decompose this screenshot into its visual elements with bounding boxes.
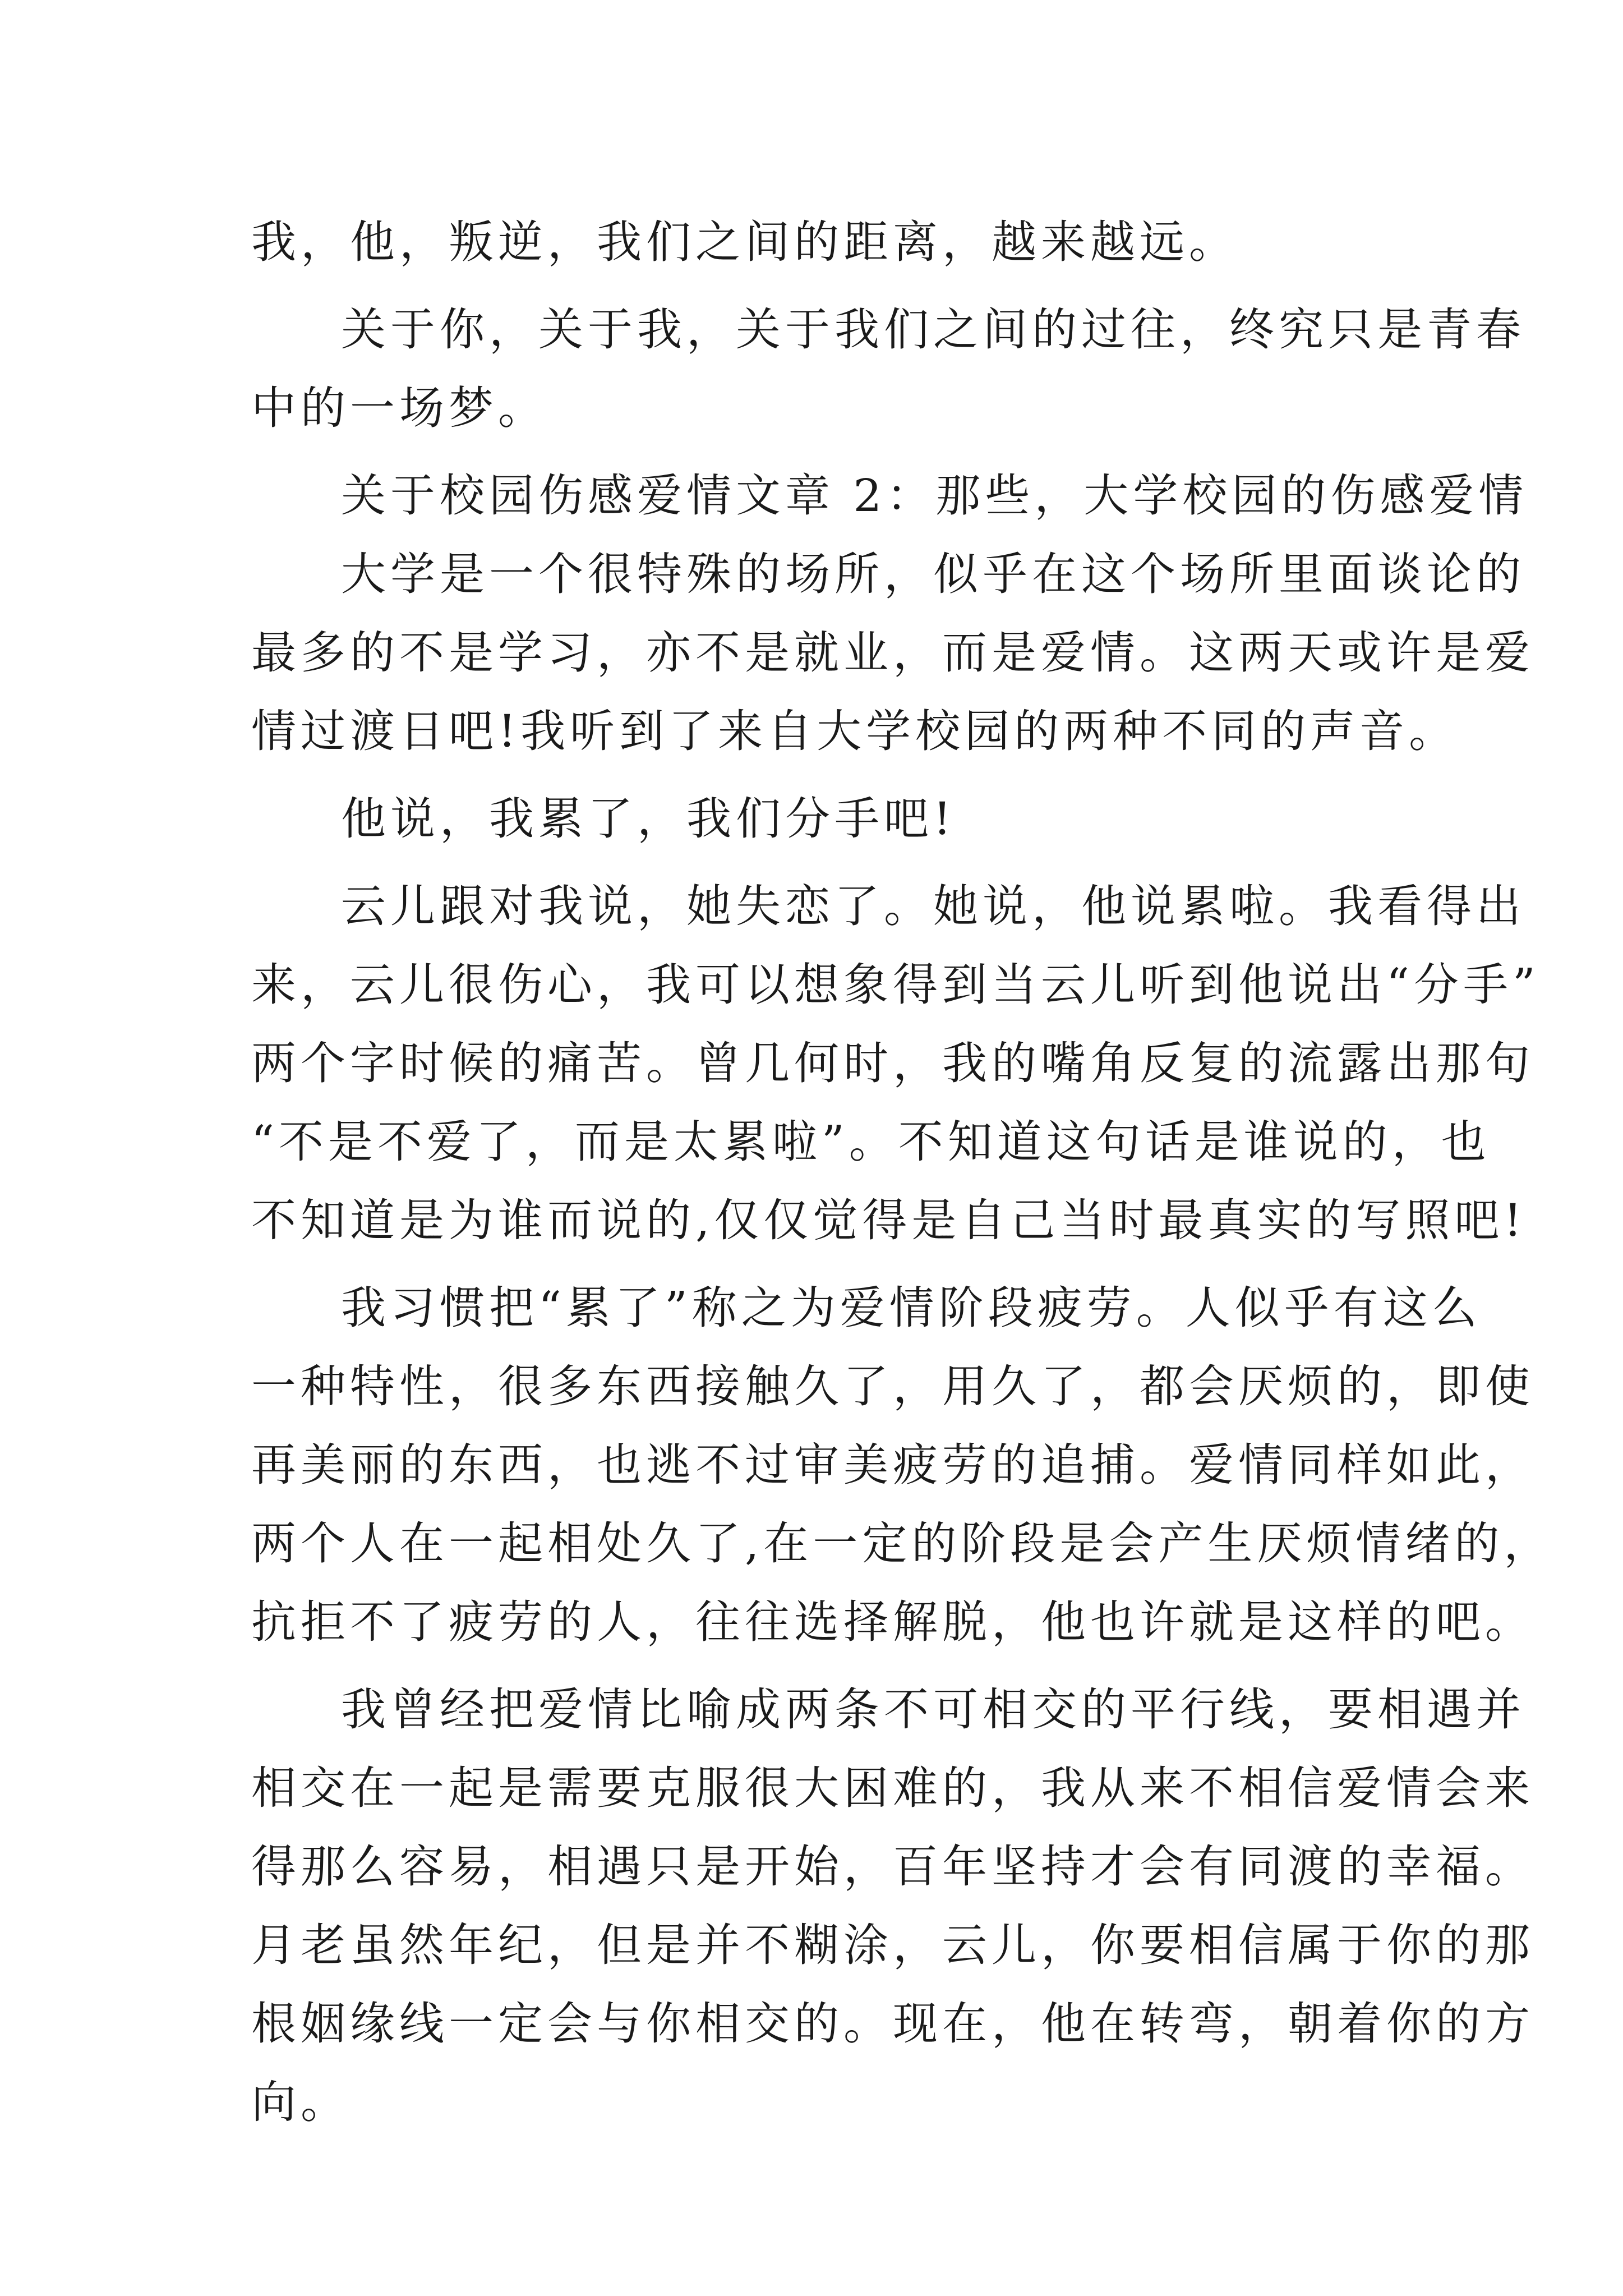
text-line: 关于校园伤感爱情文章 2：那些，大学校园的伤感爱情	[341, 470, 1528, 522]
text-line: 抗拒不了疲劳的人，往往选择解脱，他也许就是这样的吧。	[251, 1596, 1534, 1648]
text-line: 关于你，关于我，关于我们之间的过往，终究只是青春	[341, 303, 1525, 356]
text-line: 相交在一起是需要克服很大困难的，我从来不相信爱情会来	[251, 1762, 1534, 1814]
text-line: 再美丽的东西，也逃不过审美疲劳的追捕。爱情同样如此，	[251, 1439, 1534, 1491]
paragraph	[251, 1671, 1534, 2142]
text-line: 我，他，叛逆，我们之间的距离，越来越远。	[251, 216, 1238, 268]
text-line: 不知道是为谁而说的,仅仅觉得是自己当时最真实的写照吧!	[251, 1194, 1527, 1246]
text-line: 一种特性，很多东西接触久了，用久了，都会厌烦的，即使	[251, 1360, 1534, 1412]
text-line: 两个人在一起相处久了,在一定的阶段是会产生厌烦情绪的，	[251, 1517, 1553, 1570]
paragraph	[251, 1269, 1553, 1662]
text-line: 大学是一个很特殊的场所，似乎在这个场所里面谈论的	[341, 548, 1525, 600]
text-line: 他说，我累了，我们分手吧!	[341, 793, 956, 845]
text-line: 根姻缘线一定会与你相交的。现在，他在转弯，朝着你的方	[251, 1998, 1534, 2050]
paragraph	[251, 291, 1525, 448]
paragraph	[251, 203, 1373, 282]
text-line: 云儿跟对我说，她失恋了。她说，他说累啦。我看得出	[341, 880, 1525, 932]
text-line: “不是不爱了，而是太累啦”。不知道这句话是谁说的，也	[251, 1116, 1491, 1168]
paragraph	[251, 780, 1373, 858]
text-line: 月老虽然年纪，但是并不糊涂，云儿，你要相信属于你的那	[251, 1919, 1534, 1971]
text-line: 向。	[251, 2076, 350, 2128]
paragraph	[251, 535, 1534, 771]
text-line: 来，云儿很伤心，我可以想象得到当云儿听到他说出“分手”	[251, 959, 1540, 1011]
text-line: 最多的不是学习，亦不是就业，而是爱情。这两天或许是爱	[251, 627, 1534, 679]
document-body	[251, 203, 1553, 2142]
text-line: 两个字时候的痛苦。曾几何时，我的嘴角反复的流露出那句	[251, 1037, 1534, 1089]
section-heading	[251, 457, 1528, 535]
text-line: 情过渡日吧!我听到了来自大学校园的两种不同的声音。	[251, 705, 1459, 757]
text-line: 我曾经把爱情比喻成两条不可相交的平行线，要相遇并	[341, 1683, 1525, 1736]
text-line: 我习惯把“累了”称之为爱情阶段疲劳。人似乎有这么	[341, 1282, 1482, 1334]
text-line: 中的一场梦。	[251, 382, 547, 434]
text-line: 得那么容易，相遇只是开始，百年坚持才会有同渡的幸福。	[251, 1841, 1534, 1893]
paragraph	[251, 867, 1540, 1260]
